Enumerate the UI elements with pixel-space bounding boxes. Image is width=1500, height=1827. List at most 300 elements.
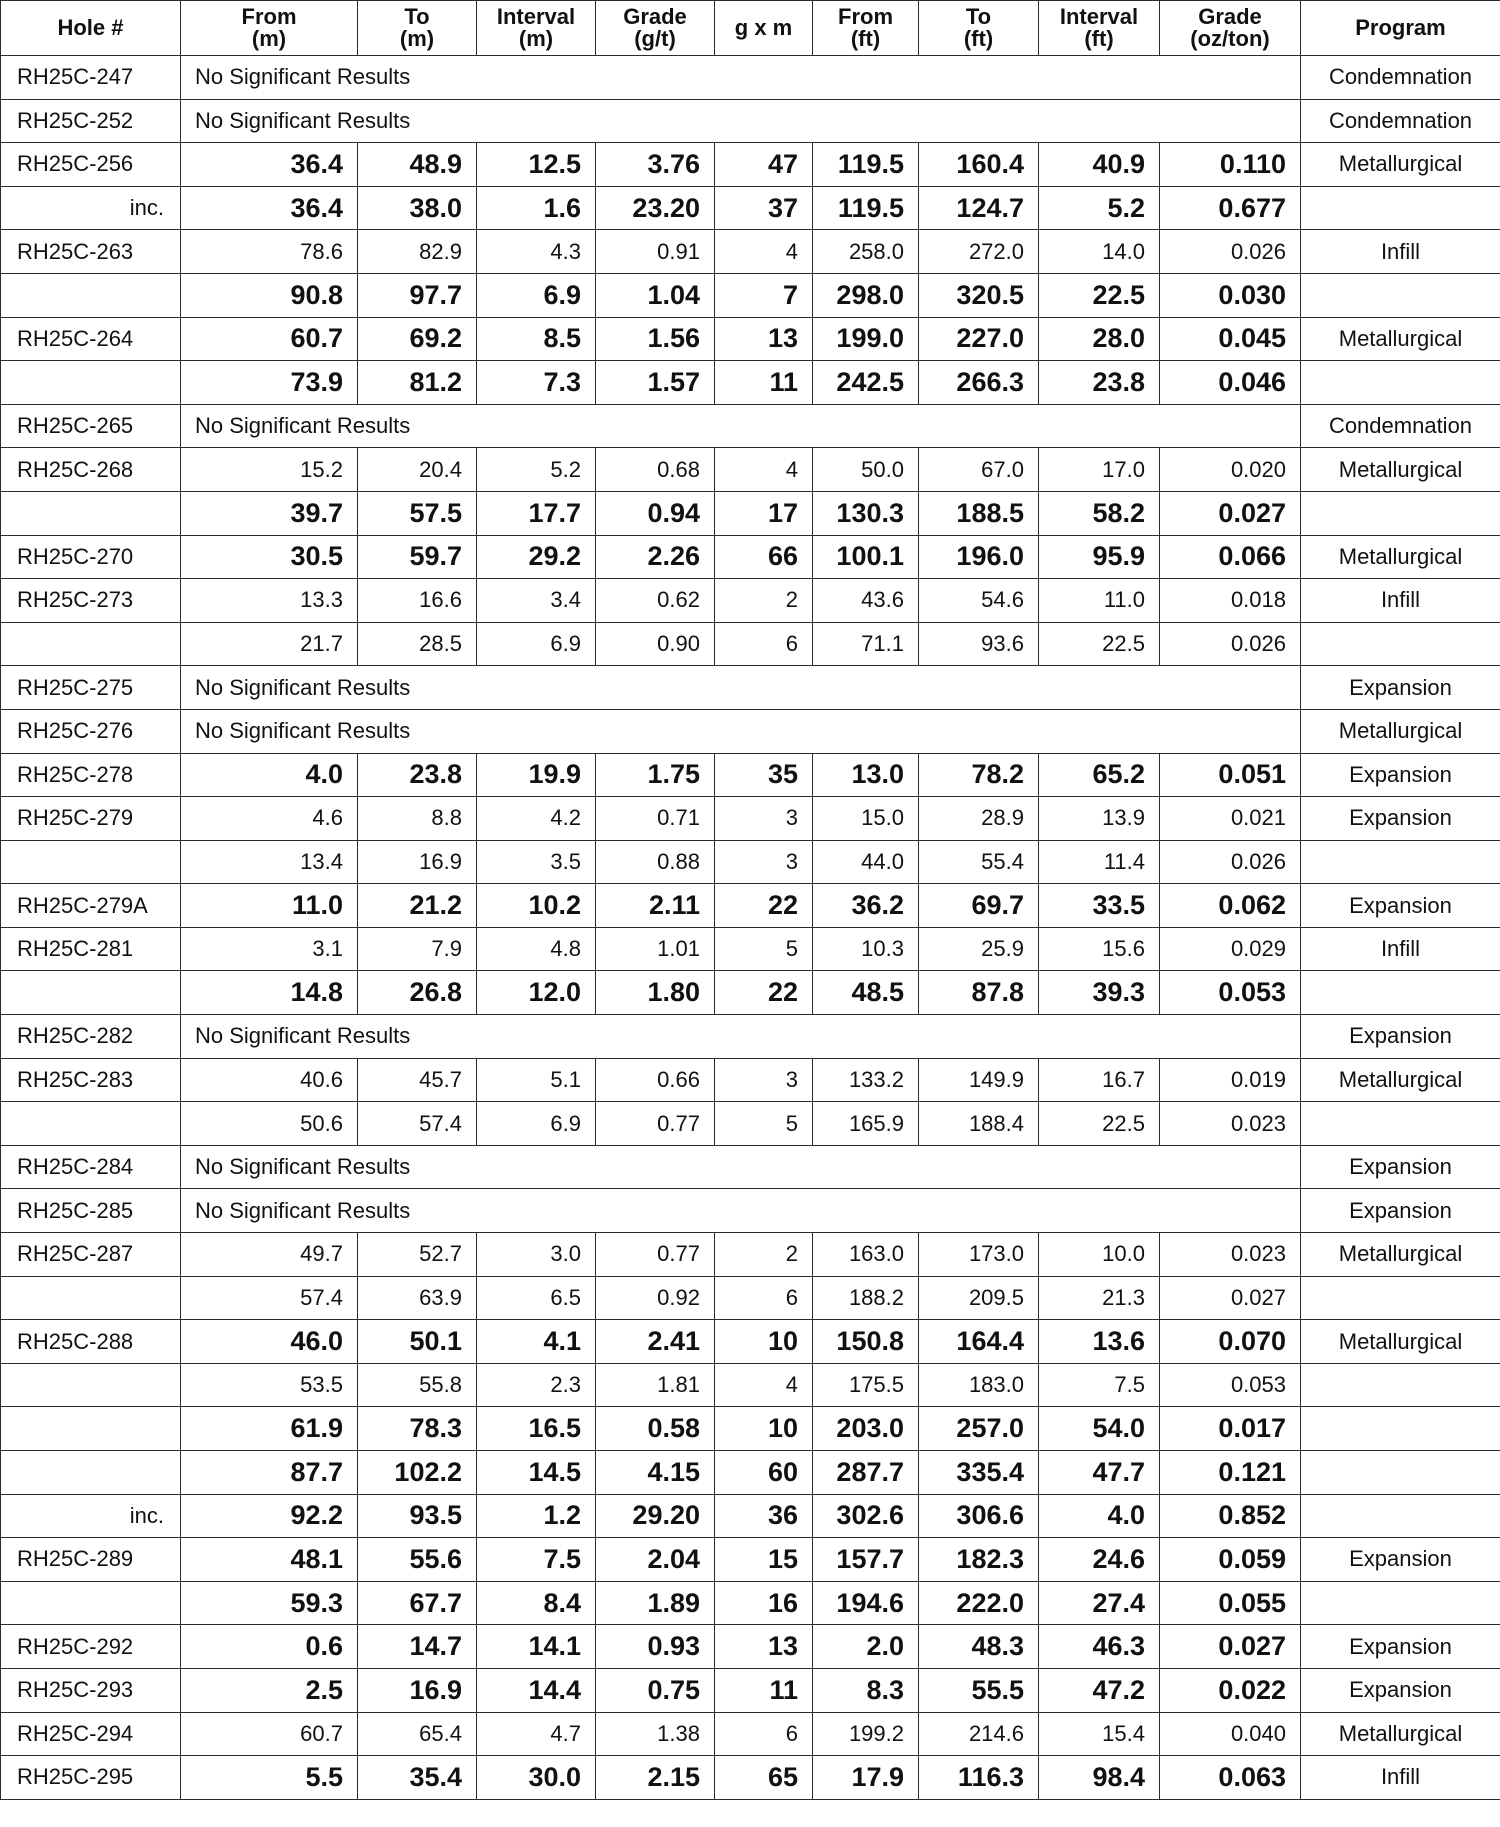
program-cell: Metallurgical bbox=[1301, 535, 1500, 579]
program-cell: Expansion bbox=[1301, 884, 1500, 928]
interval-ft-cell: 7.5 bbox=[1039, 1363, 1160, 1407]
from-ft-cell: 2.0 bbox=[813, 1625, 919, 1669]
interval-m-cell: 3.0 bbox=[477, 1233, 596, 1277]
to-ft-cell: 149.9 bbox=[919, 1058, 1039, 1102]
hole-id-cell: RH25C-282 bbox=[1, 1015, 181, 1059]
to-m-cell: 50.1 bbox=[358, 1320, 477, 1364]
interval-ft-cell: 65.2 bbox=[1039, 753, 1160, 797]
grade-gt-cell: 2.15 bbox=[596, 1756, 715, 1800]
to-ft-cell: 209.5 bbox=[919, 1276, 1039, 1320]
gxm-cell: 2 bbox=[715, 1233, 813, 1277]
interval-ft-cell: 24.6 bbox=[1039, 1538, 1160, 1582]
grade-ozton-cell: 0.053 bbox=[1160, 971, 1301, 1015]
grade-gt-cell: 1.57 bbox=[596, 361, 715, 405]
header-to-m: To (m) bbox=[358, 1, 477, 56]
to-m-cell: 23.8 bbox=[358, 753, 477, 797]
program-cell: Expansion bbox=[1301, 1189, 1500, 1233]
interval-m-cell: 3.5 bbox=[477, 840, 596, 884]
table-row bbox=[1, 1668, 1500, 1712]
hole-id-cell: RH25C-265 bbox=[1, 404, 181, 448]
hole-id-cell: RH25C-281 bbox=[1, 927, 181, 971]
interval-m-cell: 30.0 bbox=[477, 1756, 596, 1800]
from-m-cell: 78.6 bbox=[181, 230, 358, 274]
to-ft-cell: 173.0 bbox=[919, 1233, 1039, 1277]
hole-id-cell: RH25C-292 bbox=[1, 1625, 181, 1669]
program-cell bbox=[1301, 361, 1500, 405]
to-ft-cell: 116.3 bbox=[919, 1756, 1039, 1800]
gxm-cell: 3 bbox=[715, 840, 813, 884]
gxm-cell: 5 bbox=[715, 927, 813, 971]
from-m-cell: 11.0 bbox=[181, 884, 358, 928]
to-m-cell: 97.7 bbox=[358, 273, 477, 317]
program-cell bbox=[1301, 186, 1500, 230]
program-cell: Expansion bbox=[1301, 1668, 1500, 1712]
hole-id-cell bbox=[1, 491, 181, 535]
table-row bbox=[1, 709, 1500, 753]
interval-ft-cell: 23.8 bbox=[1039, 361, 1160, 405]
to-m-cell: 28.5 bbox=[358, 622, 477, 666]
hole-id-cell: RH25C-295 bbox=[1, 1756, 181, 1800]
grade-ozton-cell: 0.046 bbox=[1160, 361, 1301, 405]
from-ft-cell: 188.2 bbox=[813, 1276, 919, 1320]
grade-gt-cell: 1.75 bbox=[596, 753, 715, 797]
hole-id-cell: RH25C-270 bbox=[1, 535, 181, 579]
to-m-cell: 21.2 bbox=[358, 884, 477, 928]
grade-gt-cell: 2.04 bbox=[596, 1538, 715, 1582]
program-cell: Expansion bbox=[1301, 1015, 1500, 1059]
grade-ozton-cell: 0.070 bbox=[1160, 1320, 1301, 1364]
interval-ft-cell: 14.0 bbox=[1039, 230, 1160, 274]
to-ft-cell: 227.0 bbox=[919, 317, 1039, 361]
gxm-cell: 15 bbox=[715, 1538, 813, 1582]
from-ft-cell: 203.0 bbox=[813, 1407, 919, 1451]
to-ft-cell: 160.4 bbox=[919, 143, 1039, 187]
table-row bbox=[1, 753, 1500, 797]
hole-id-cell: RH25C-275 bbox=[1, 666, 181, 710]
grade-ozton-cell: 0.059 bbox=[1160, 1538, 1301, 1582]
hole-id-cell bbox=[1, 1407, 181, 1451]
grade-gt-cell: 1.04 bbox=[596, 273, 715, 317]
hole-id-cell bbox=[1, 1276, 181, 1320]
from-m-cell: 21.7 bbox=[181, 622, 358, 666]
to-m-cell: 48.9 bbox=[358, 143, 477, 187]
grade-gt-cell: 29.20 bbox=[596, 1494, 715, 1538]
grade-gt-cell: 1.80 bbox=[596, 971, 715, 1015]
table-row bbox=[1, 317, 1500, 361]
grade-ozton-cell: 0.063 bbox=[1160, 1756, 1301, 1800]
to-ft-cell: 55.5 bbox=[919, 1668, 1039, 1712]
grade-gt-cell: 0.62 bbox=[596, 579, 715, 623]
to-ft-cell: 78.2 bbox=[919, 753, 1039, 797]
grade-ozton-cell: 0.020 bbox=[1160, 448, 1301, 492]
table-row bbox=[1, 361, 1500, 405]
table-row bbox=[1, 273, 1500, 317]
gxm-cell: 5 bbox=[715, 1102, 813, 1146]
to-ft-cell: 306.6 bbox=[919, 1494, 1039, 1538]
grade-gt-cell: 0.68 bbox=[596, 448, 715, 492]
program-cell: Infill bbox=[1301, 1756, 1500, 1800]
grade-gt-cell: 0.77 bbox=[596, 1233, 715, 1277]
gxm-cell: 11 bbox=[715, 1668, 813, 1712]
no-results-cell: No Significant Results bbox=[181, 56, 1301, 100]
table-row bbox=[1, 971, 1500, 1015]
table-row bbox=[1, 1407, 1500, 1451]
grade-gt-cell: 2.26 bbox=[596, 535, 715, 579]
from-ft-cell: 175.5 bbox=[813, 1363, 919, 1407]
from-ft-cell: 242.5 bbox=[813, 361, 919, 405]
from-ft-cell: 258.0 bbox=[813, 230, 919, 274]
program-cell bbox=[1301, 840, 1500, 884]
from-m-cell: 57.4 bbox=[181, 1276, 358, 1320]
gxm-cell: 3 bbox=[715, 797, 813, 841]
to-ft-cell: 55.4 bbox=[919, 840, 1039, 884]
interval-m-cell: 6.9 bbox=[477, 622, 596, 666]
from-m-cell: 4.0 bbox=[181, 753, 358, 797]
table-row bbox=[1, 230, 1500, 274]
to-m-cell: 55.6 bbox=[358, 1538, 477, 1582]
from-ft-cell: 43.6 bbox=[813, 579, 919, 623]
table-row bbox=[1, 1102, 1500, 1146]
grade-gt-cell: 0.77 bbox=[596, 1102, 715, 1146]
gxm-cell: 17 bbox=[715, 491, 813, 535]
program-cell: Metallurgical bbox=[1301, 448, 1500, 492]
interval-m-cell: 29.2 bbox=[477, 535, 596, 579]
to-m-cell: 16.9 bbox=[358, 840, 477, 884]
program-cell: Expansion bbox=[1301, 1625, 1500, 1669]
table-row bbox=[1, 840, 1500, 884]
to-m-cell: 57.4 bbox=[358, 1102, 477, 1146]
interval-m-cell: 4.2 bbox=[477, 797, 596, 841]
program-cell: Metallurgical bbox=[1301, 317, 1500, 361]
program-cell: Metallurgical bbox=[1301, 1712, 1500, 1756]
from-m-cell: 2.5 bbox=[181, 1668, 358, 1712]
no-results-cell: No Significant Results bbox=[181, 99, 1301, 143]
to-m-cell: 81.2 bbox=[358, 361, 477, 405]
interval-ft-cell: 27.4 bbox=[1039, 1581, 1160, 1625]
no-results-cell: No Significant Results bbox=[181, 1145, 1301, 1189]
hole-id-cell: RH25C-247 bbox=[1, 56, 181, 100]
from-ft-cell: 15.0 bbox=[813, 797, 919, 841]
interval-m-cell: 4.3 bbox=[477, 230, 596, 274]
hole-id-cell: RH25C-263 bbox=[1, 230, 181, 274]
table-row bbox=[1, 1625, 1500, 1669]
table-row bbox=[1, 404, 1500, 448]
interval-ft-cell: 33.5 bbox=[1039, 884, 1160, 928]
grade-gt-cell: 2.11 bbox=[596, 884, 715, 928]
program-cell bbox=[1301, 273, 1500, 317]
interval-ft-cell: 28.0 bbox=[1039, 317, 1160, 361]
grade-ozton-cell: 0.110 bbox=[1160, 143, 1301, 187]
to-ft-cell: 28.9 bbox=[919, 797, 1039, 841]
to-m-cell: 7.9 bbox=[358, 927, 477, 971]
program-cell: Metallurgical bbox=[1301, 1320, 1500, 1364]
hole-id-cell: RH25C-279A bbox=[1, 884, 181, 928]
from-m-cell: 73.9 bbox=[181, 361, 358, 405]
table-row bbox=[1, 1015, 1500, 1059]
to-ft-cell: 222.0 bbox=[919, 1581, 1039, 1625]
from-ft-cell: 100.1 bbox=[813, 535, 919, 579]
from-ft-cell: 44.0 bbox=[813, 840, 919, 884]
interval-ft-cell: 22.5 bbox=[1039, 622, 1160, 666]
interval-ft-cell: 17.0 bbox=[1039, 448, 1160, 492]
interval-m-cell: 2.3 bbox=[477, 1363, 596, 1407]
gxm-cell: 6 bbox=[715, 622, 813, 666]
grade-ozton-cell: 0.018 bbox=[1160, 579, 1301, 623]
grade-ozton-cell: 0.026 bbox=[1160, 622, 1301, 666]
gxm-cell: 10 bbox=[715, 1407, 813, 1451]
gxm-cell: 16 bbox=[715, 1581, 813, 1625]
table-row bbox=[1, 622, 1500, 666]
hole-id-cell: RH25C-284 bbox=[1, 1145, 181, 1189]
interval-m-cell: 17.7 bbox=[477, 491, 596, 535]
gxm-cell: 47 bbox=[715, 143, 813, 187]
interval-ft-cell: 54.0 bbox=[1039, 1407, 1160, 1451]
interval-ft-cell: 10.0 bbox=[1039, 1233, 1160, 1277]
gxm-cell: 4 bbox=[715, 448, 813, 492]
gxm-cell: 6 bbox=[715, 1276, 813, 1320]
table-row bbox=[1, 99, 1500, 143]
from-m-cell: 87.7 bbox=[181, 1451, 358, 1495]
from-m-cell: 49.7 bbox=[181, 1233, 358, 1277]
hole-id-cell: RH25C-256 bbox=[1, 143, 181, 187]
hole-id-cell bbox=[1, 361, 181, 405]
interval-ft-cell: 13.6 bbox=[1039, 1320, 1160, 1364]
to-m-cell: 35.4 bbox=[358, 1756, 477, 1800]
hole-id-cell bbox=[1, 622, 181, 666]
header-grade-gt: Grade (g/t) bbox=[596, 1, 715, 56]
from-m-cell: 0.6 bbox=[181, 1625, 358, 1669]
to-m-cell: 14.7 bbox=[358, 1625, 477, 1669]
to-m-cell: 69.2 bbox=[358, 317, 477, 361]
program-cell: Condemnation bbox=[1301, 56, 1500, 100]
table-row bbox=[1, 927, 1500, 971]
table-row bbox=[1, 1756, 1500, 1800]
program-cell bbox=[1301, 1102, 1500, 1146]
hole-id-cell: RH25C-268 bbox=[1, 448, 181, 492]
to-ft-cell: 48.3 bbox=[919, 1625, 1039, 1669]
grade-gt-cell: 0.58 bbox=[596, 1407, 715, 1451]
hole-id-cell: RH25C-294 bbox=[1, 1712, 181, 1756]
program-cell bbox=[1301, 1494, 1500, 1538]
grade-gt-cell: 0.92 bbox=[596, 1276, 715, 1320]
from-ft-cell: 13.0 bbox=[813, 753, 919, 797]
gxm-cell: 13 bbox=[715, 317, 813, 361]
no-results-cell: No Significant Results bbox=[181, 404, 1301, 448]
from-m-cell: 30.5 bbox=[181, 535, 358, 579]
table-row bbox=[1, 1058, 1500, 1102]
grade-gt-cell: 0.66 bbox=[596, 1058, 715, 1102]
program-cell: Expansion bbox=[1301, 1145, 1500, 1189]
table-row bbox=[1, 1276, 1500, 1320]
interval-m-cell: 4.7 bbox=[477, 1712, 596, 1756]
interval-m-cell: 5.1 bbox=[477, 1058, 596, 1102]
header-from-m: From (m) bbox=[181, 1, 358, 56]
interval-m-cell: 14.5 bbox=[477, 1451, 596, 1495]
hole-id-cell: RH25C-279 bbox=[1, 797, 181, 841]
table-row bbox=[1, 1145, 1500, 1189]
hole-id-cell: RH25C-264 bbox=[1, 317, 181, 361]
hole-id-cell bbox=[1, 1581, 181, 1625]
interval-ft-cell: 40.9 bbox=[1039, 143, 1160, 187]
grade-gt-cell: 0.88 bbox=[596, 840, 715, 884]
no-results-cell: No Significant Results bbox=[181, 666, 1301, 710]
from-ft-cell: 287.7 bbox=[813, 1451, 919, 1495]
from-m-cell: 60.7 bbox=[181, 1712, 358, 1756]
table-row bbox=[1, 143, 1500, 187]
to-ft-cell: 164.4 bbox=[919, 1320, 1039, 1364]
grade-ozton-cell: 0.027 bbox=[1160, 1625, 1301, 1669]
grade-ozton-cell: 0.677 bbox=[1160, 186, 1301, 230]
program-cell bbox=[1301, 1581, 1500, 1625]
gxm-cell: 66 bbox=[715, 535, 813, 579]
header-from-ft: From (ft) bbox=[813, 1, 919, 56]
gxm-cell: 35 bbox=[715, 753, 813, 797]
from-ft-cell: 130.3 bbox=[813, 491, 919, 535]
gxm-cell: 4 bbox=[715, 230, 813, 274]
to-m-cell: 93.5 bbox=[358, 1494, 477, 1538]
grade-ozton-cell: 0.027 bbox=[1160, 491, 1301, 535]
to-m-cell: 78.3 bbox=[358, 1407, 477, 1451]
grade-ozton-cell: 0.062 bbox=[1160, 884, 1301, 928]
interval-m-cell: 5.2 bbox=[477, 448, 596, 492]
grade-gt-cell: 1.89 bbox=[596, 1581, 715, 1625]
gxm-cell: 22 bbox=[715, 884, 813, 928]
interval-m-cell: 1.6 bbox=[477, 186, 596, 230]
to-ft-cell: 54.6 bbox=[919, 579, 1039, 623]
table-row bbox=[1, 666, 1500, 710]
from-ft-cell: 199.2 bbox=[813, 1712, 919, 1756]
grade-gt-cell: 23.20 bbox=[596, 186, 715, 230]
gxm-cell: 7 bbox=[715, 273, 813, 317]
to-ft-cell: 320.5 bbox=[919, 273, 1039, 317]
table-row bbox=[1, 448, 1500, 492]
grade-ozton-cell: 0.023 bbox=[1160, 1233, 1301, 1277]
program-cell: Expansion bbox=[1301, 1538, 1500, 1582]
header-to-ft: To (ft) bbox=[919, 1, 1039, 56]
from-ft-cell: 48.5 bbox=[813, 971, 919, 1015]
no-results-cell: No Significant Results bbox=[181, 1189, 1301, 1233]
to-ft-cell: 183.0 bbox=[919, 1363, 1039, 1407]
grade-ozton-cell: 0.029 bbox=[1160, 927, 1301, 971]
gxm-cell: 36 bbox=[715, 1494, 813, 1538]
to-ft-cell: 87.8 bbox=[919, 971, 1039, 1015]
from-m-cell: 13.4 bbox=[181, 840, 358, 884]
from-ft-cell: 133.2 bbox=[813, 1058, 919, 1102]
gxm-cell: 65 bbox=[715, 1756, 813, 1800]
table-row bbox=[1, 579, 1500, 623]
to-ft-cell: 188.4 bbox=[919, 1102, 1039, 1146]
hole-id-cell: RH25C-293 bbox=[1, 1668, 181, 1712]
to-ft-cell: 93.6 bbox=[919, 622, 1039, 666]
interval-ft-cell: 16.7 bbox=[1039, 1058, 1160, 1102]
table-row bbox=[1, 491, 1500, 535]
from-m-cell: 50.6 bbox=[181, 1102, 358, 1146]
to-m-cell: 59.7 bbox=[358, 535, 477, 579]
program-cell bbox=[1301, 1363, 1500, 1407]
from-ft-cell: 50.0 bbox=[813, 448, 919, 492]
to-ft-cell: 182.3 bbox=[919, 1538, 1039, 1582]
interval-m-cell: 10.2 bbox=[477, 884, 596, 928]
to-m-cell: 20.4 bbox=[358, 448, 477, 492]
to-ft-cell: 335.4 bbox=[919, 1451, 1039, 1495]
table-row bbox=[1, 56, 1500, 100]
interval-ft-cell: 15.4 bbox=[1039, 1712, 1160, 1756]
grade-gt-cell: 4.15 bbox=[596, 1451, 715, 1495]
grade-ozton-cell: 0.021 bbox=[1160, 797, 1301, 841]
program-cell: Infill bbox=[1301, 230, 1500, 274]
from-m-cell: 15.2 bbox=[181, 448, 358, 492]
from-ft-cell: 8.3 bbox=[813, 1668, 919, 1712]
hole-id-cell bbox=[1, 840, 181, 884]
grade-ozton-cell: 0.019 bbox=[1160, 1058, 1301, 1102]
gxm-cell: 2 bbox=[715, 579, 813, 623]
table-row bbox=[1, 1189, 1500, 1233]
to-m-cell: 16.9 bbox=[358, 1668, 477, 1712]
table-row bbox=[1, 884, 1500, 928]
grade-ozton-cell: 0.053 bbox=[1160, 1363, 1301, 1407]
program-cell: Metallurgical bbox=[1301, 143, 1500, 187]
gxm-cell: 6 bbox=[715, 1712, 813, 1756]
to-m-cell: 16.6 bbox=[358, 579, 477, 623]
table-body bbox=[1, 56, 1500, 1800]
grade-gt-cell: 1.56 bbox=[596, 317, 715, 361]
from-ft-cell: 199.0 bbox=[813, 317, 919, 361]
table-row bbox=[1, 186, 1500, 230]
interval-m-cell: 12.0 bbox=[477, 971, 596, 1015]
interval-ft-cell: 11.4 bbox=[1039, 840, 1160, 884]
from-ft-cell: 163.0 bbox=[813, 1233, 919, 1277]
program-cell bbox=[1301, 491, 1500, 535]
to-ft-cell: 25.9 bbox=[919, 927, 1039, 971]
interval-m-cell: 16.5 bbox=[477, 1407, 596, 1451]
hole-id-cell: RH25C-288 bbox=[1, 1320, 181, 1364]
interval-ft-cell: 46.3 bbox=[1039, 1625, 1160, 1669]
to-ft-cell: 188.5 bbox=[919, 491, 1039, 535]
gxm-cell: 13 bbox=[715, 1625, 813, 1669]
table-row bbox=[1, 1320, 1500, 1364]
from-m-cell: 4.6 bbox=[181, 797, 358, 841]
interval-m-cell: 6.5 bbox=[477, 1276, 596, 1320]
interval-ft-cell: 11.0 bbox=[1039, 579, 1160, 623]
no-results-cell: No Significant Results bbox=[181, 709, 1301, 753]
grade-ozton-cell: 0.121 bbox=[1160, 1451, 1301, 1495]
hole-id-cell: RH25C-276 bbox=[1, 709, 181, 753]
grade-ozton-cell: 0.026 bbox=[1160, 230, 1301, 274]
interval-ft-cell: 98.4 bbox=[1039, 1756, 1160, 1800]
grade-gt-cell: 0.91 bbox=[596, 230, 715, 274]
to-ft-cell: 272.0 bbox=[919, 230, 1039, 274]
interval-m-cell: 14.1 bbox=[477, 1625, 596, 1669]
from-m-cell: 59.3 bbox=[181, 1581, 358, 1625]
table-row bbox=[1, 1538, 1500, 1582]
grade-gt-cell: 0.90 bbox=[596, 622, 715, 666]
hole-id-cell: RH25C-289 bbox=[1, 1538, 181, 1582]
interval-ft-cell: 21.3 bbox=[1039, 1276, 1160, 1320]
grade-gt-cell: 3.76 bbox=[596, 143, 715, 187]
program-cell bbox=[1301, 622, 1500, 666]
program-cell bbox=[1301, 1407, 1500, 1451]
grade-gt-cell: 0.71 bbox=[596, 797, 715, 841]
interval-ft-cell: 5.2 bbox=[1039, 186, 1160, 230]
no-results-cell: No Significant Results bbox=[181, 1015, 1301, 1059]
grade-gt-cell: 1.81 bbox=[596, 1363, 715, 1407]
table-row bbox=[1, 1363, 1500, 1407]
from-ft-cell: 157.7 bbox=[813, 1538, 919, 1582]
to-m-cell: 67.7 bbox=[358, 1581, 477, 1625]
interval-m-cell: 1.2 bbox=[477, 1494, 596, 1538]
to-ft-cell: 67.0 bbox=[919, 448, 1039, 492]
program-cell: Infill bbox=[1301, 579, 1500, 623]
